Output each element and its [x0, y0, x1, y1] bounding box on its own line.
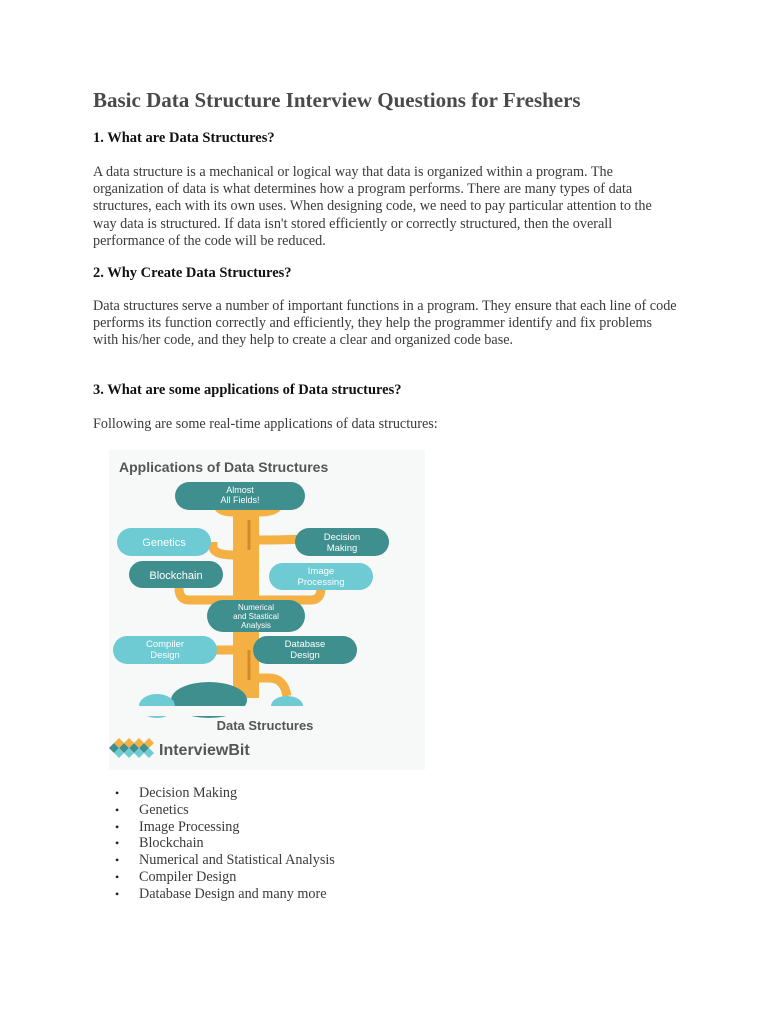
list-item: • Blockchain [93, 835, 335, 852]
list-item: • Decision Making [93, 785, 335, 802]
question-1-body: A data structure is a mechanical or logical way that data is organized within a program. The organization of data is what determines how a program performs. There are many types of data structures, each with its own uses. When designing code, we need to pay particular attention to the way data is structured. If data isn't stored efficiently or correctly structured, then the overall performance of the code will be reduced. [93, 164, 652, 249]
node-database-design [253, 636, 357, 664]
svg-text:and Stastical: and Stastical [233, 612, 279, 621]
question-1-heading: 1. What are Data Structures? [93, 130, 275, 146]
applications-list [93, 785, 335, 903]
svg-text:Numerical: Numerical [237, 603, 275, 612]
node-image-processing [269, 563, 373, 590]
list-item: • Database Design and many more [93, 886, 335, 903]
list-item: • Genetics [93, 802, 335, 819]
node-decision-making [295, 528, 389, 556]
svg-text:Design: Design [290, 650, 320, 661]
svg-text:Making: Making [326, 543, 358, 554]
node-almost-all-fields [175, 482, 305, 510]
svg-text:Compiler: Compiler [145, 639, 185, 650]
logo-text: InterviewBit [159, 742, 250, 759]
diagram-title: Applications of Data Structures [119, 459, 329, 475]
question-3-heading: 3. What are some applications of Data structures? [93, 382, 402, 398]
question-2-body: Data structures serve a number of important functions in a program. They ensure that each line of code performs its function correctly and efficiently, they help the programmer identify and fix problems with his/her code, and they help to create a clear and organized code base. [93, 298, 677, 349]
node-compiler-design [113, 636, 217, 664]
svg-text:Processing: Processing [297, 577, 345, 588]
page-title: Basic Data Structure Interview Questions for Freshers [93, 88, 581, 112]
node-blockchain [129, 561, 223, 588]
svg-text:Design: Design [150, 650, 180, 661]
svg-text:Almost: Almost [226, 485, 254, 495]
svg-text:Analysis: Analysis [241, 621, 271, 630]
diagram-caption: Data Structures [216, 718, 314, 733]
question-3-intro: Following are some real-time applications of data structures: [93, 416, 438, 432]
svg-text:Database: Database [284, 639, 326, 650]
svg-text:Decision: Decision [323, 532, 361, 543]
svg-text:All Fields!: All Fields! [220, 495, 260, 505]
applications-diagram [109, 450, 425, 770]
node-genetics [117, 528, 211, 556]
node-numerical-analysis [207, 600, 305, 632]
list-item: • Image Processing [93, 819, 335, 836]
svg-text:Image: Image [307, 566, 335, 577]
svg-text:Blockchain: Blockchain [149, 570, 203, 582]
svg-text:Genetics: Genetics [142, 537, 186, 549]
list-item: • Compiler Design [93, 869, 335, 886]
interviewbit-logo [109, 738, 250, 759]
list-item: • Numerical and Statistical Analysis [93, 852, 335, 869]
question-2-heading: 2. Why Create Data Structures? [93, 265, 292, 281]
